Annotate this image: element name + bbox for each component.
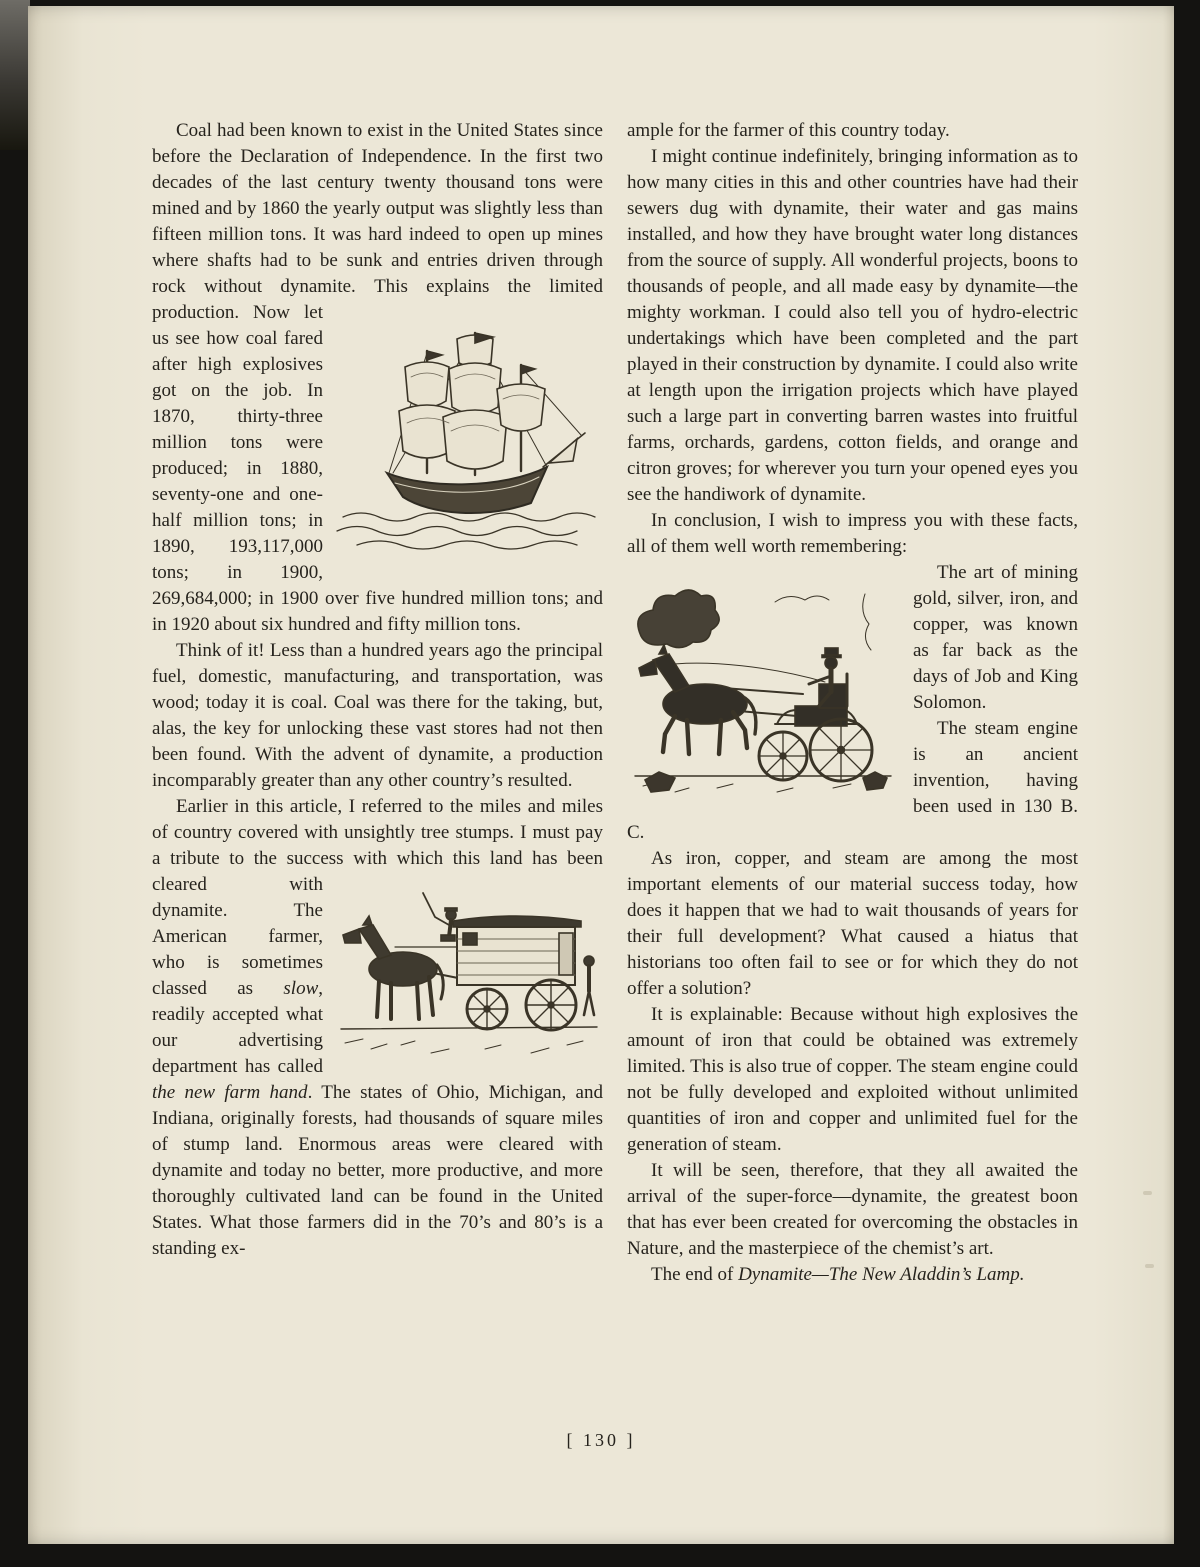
- paragraph-text: In conclusion, I wish to impress you with these facts, all of them well worth remembering:: [627, 510, 1078, 557]
- paragraph-text: Coal had been known to exist in the United States since before the Declaration of Independence. In the first two decades of the last century twenty thousand tons were mined and by 1860 the yearly output was slightly less than fifteen million tons. It was hard indeed to open up mines where shafts had to be sunk and entries driven through rock without dynamite.: [152, 120, 603, 297]
- paragraph-in-conclusion: [627, 508, 1078, 560]
- book-title-text: Dynamite—The New Aladdin’s Lamp.: [738, 1264, 1025, 1285]
- emphasis-text: the new farm hand: [152, 1082, 308, 1103]
- page-edge-nick: [1145, 1264, 1154, 1268]
- paragraph-text: with which this land has been cleared with dynamite. The American farmer, who is sometimes classed as: [152, 848, 603, 999]
- paragraph-coal-history: [152, 118, 603, 638]
- carriage-illustration: [627, 564, 899, 804]
- sailing-ship-engraving-icon: [335, 305, 603, 557]
- paragraph-text: I might continue indefinitely, bringing information as to how many cities in this and other countries have had their sewers dug with dynamite, their water and gas mains installed, and how they have brought water long distances from the source of supply. All wonderful projects, boons to thousands of people, and all made easy by dynamite—the mighty workman. I could also tell you of hydro-electric undertakings which have been completed and the part played in their construction by dynamite. I could also write at length upon the irrigation projects which have played such a large part in converting barren wastes into fruitful farms, orchards, gardens, cotton fields, and orange and citron groves; for wherever you turn your opened eyes you see the handiwork of dynamite.: [627, 146, 1078, 505]
- farm-wagon-engraving-icon: [335, 877, 603, 1069]
- right-column: [627, 118, 1078, 1288]
- paragraph-text: ample for the farmer of this country today.: [627, 120, 950, 141]
- page-edge-nick: [1143, 1191, 1152, 1195]
- paragraph-text: Earlier in this article, I referred to the miles and miles of country covered with unsightly tree stumps. I must pay a tribute to the success: [152, 796, 603, 869]
- paragraph-text: This explains the limited production. Now let us see how coal fared after high explosives got on the job. In 1870, thirty-three million tons were produced; in 1880, seventy-one and one-half million tons; in 1890, 193,117,000 tons; in 1900, 269,684,000; in 1900 over five hundred million tons; and in 1920 about six hundred and fifty million tons.: [152, 276, 603, 635]
- book-page: [28, 6, 1174, 1544]
- farm-wagon-illustration: [335, 877, 603, 1069]
- paragraph-text: It is explainable: Because without high explosives the amount of iron that could be obtained was extremely limited. This is also true of copper. The steam engine could not be fully developed and exploited without unlimited quantities of iron and copper and unlimited fuel for the generation of steam.: [627, 1004, 1078, 1155]
- paragraph-super-force: [627, 1158, 1078, 1262]
- paragraph-text: Think of it! Less than a hundred years ago the principal fuel, domestic, manufacturing, and transportation, was wood; today it is coal. Coal was there for the taking, but, alas, the key for unlocking these vast stores had not then been found. With the advent of dynamite, a production incomparably greater than any other country’s resulted.: [152, 640, 603, 791]
- paragraph-text: The steam engine is an ancient invention, having been used in 130 B. C.: [627, 718, 1078, 843]
- paragraph-text: . The states of Ohio, Michigan, and Indiana, originally forests, had thousands of square miles of stump land. Enormous areas were cleared with dynamite and today no better, more productive, and more thoroughly cultivated land can be found in the United States. What those farmers did in the 70’s and 80’s is a standing ex-: [152, 1082, 603, 1259]
- paragraph-text: , readily accepted what our advertising department has called: [152, 978, 323, 1077]
- paragraph-material-success: [627, 846, 1078, 1002]
- book-spine-shadow: [0, 0, 30, 150]
- paragraph-continue-indefinitely: [627, 144, 1078, 508]
- paragraph-text: The art of mining gold, silver, iron, and copper, was known as far back as the days of Job and King Solomon.: [913, 562, 1078, 713]
- paragraph-tree-stumps: [152, 794, 603, 1262]
- horse-and-buggy-engraving-icon: [627, 564, 899, 804]
- paragraph-explainable: [627, 1002, 1078, 1158]
- page-content: [152, 118, 1078, 1288]
- ship-illustration: [335, 305, 603, 557]
- paragraph-text: The end of: [651, 1264, 739, 1285]
- paragraph-art-of-mining: [627, 560, 1078, 716]
- paragraph-continuation: [627, 118, 1078, 144]
- emphasis-text: slow: [283, 978, 319, 999]
- paragraph-text: It will be seen, therefore, that they all awaited the arrival of the super-force—dynamite, the greatest boon that has ever been created for overcoming the obstacles in Nature, and the masterpiece of the chemist’s art.: [627, 1160, 1078, 1259]
- page-number: [ 130 ]: [566, 1430, 636, 1450]
- left-column: [152, 118, 603, 1288]
- paragraph-the-end: [627, 1262, 1078, 1288]
- paragraph-text: As iron, copper, and steam are among the most important elements of our material success today, how does it happen that we had to wait thousands of years for their full development? What caused a hiatus that historians too often fail to see or for which they do not offer a solution?: [627, 848, 1078, 999]
- paragraph-think-of-it: [152, 638, 603, 794]
